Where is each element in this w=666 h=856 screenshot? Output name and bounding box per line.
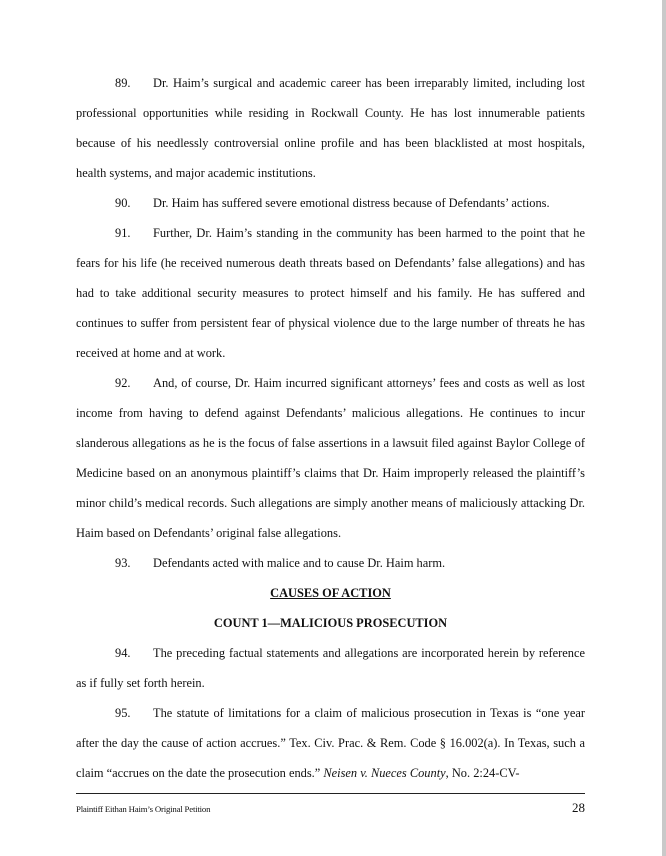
footer-page-number: 28 (572, 800, 585, 815)
paragraph-number: 89. (115, 76, 131, 90)
paragraph-number: 94. (115, 646, 131, 660)
paragraph-95 (76, 698, 585, 788)
paragraph-text: The preceding factual statements and allegations are incorporated herein by reference as if fully set forth herein. (76, 646, 585, 690)
paragraph-number: 95. (115, 706, 131, 720)
paragraph-text: Dr. Haim has suffered severe emotional distress because of Defendants’ actions. (153, 196, 550, 210)
footer-document-title: Plaintiff Eithan Haim’s Original Petition (76, 804, 211, 814)
page-edge-shadow (662, 0, 666, 856)
paragraph-text: Dr. Haim’s surgical and academic career has been irreparably limited, including lost professional opportunities while residing in Rockwall County. He has lost innumerable patients because of his needlessly controversial online profile and has been blacklisted at most hospitals, health systems, and major academic institutions. (76, 76, 585, 180)
paragraph-91 (76, 218, 585, 368)
paragraph-93 (76, 548, 585, 578)
footer-divider (76, 793, 585, 794)
paragraph-text-continued: , No. 2:24-CV- (445, 766, 520, 780)
paragraph-number: 90. (115, 196, 131, 210)
paragraph-text: And, of course, Dr. Haim incurred significant attorneys’ fees and costs as well as lost income from having to defend against Defendants’ malicious allegations. He continues to incur slanderous allegations as he is the focus of false assertions in a lawsuit filed against Baylor College of Medicine based on an anonymous plaintiff’s claims that Dr. Haim improperly released the plaintiff’s minor child’s medical records. Such allegations are simply another means of maliciously attacking Dr. Haim based on Defendants’ original false allegations. (76, 376, 585, 540)
paragraph-90 (76, 188, 585, 218)
paragraph-94 (76, 638, 585, 698)
case-citation: Neisen v. Nueces County (323, 766, 446, 780)
paragraph-89 (76, 68, 585, 188)
section-heading-causes-of-action (76, 578, 585, 608)
paragraph-number: 91. (115, 226, 131, 240)
paragraph-text: Defendants acted with malice and to cause Dr. Haim harm. (153, 556, 446, 570)
paragraph-text: Further, Dr. Haim’s standing in the community has been harmed to the point that he fears for his life (he received numerous death threats based on Defendants’ false allegations) and has had to take additional security measures to protect himself and his family. He has suffered and continues to suffer from persistent fear of physical violence due to the large number of threats he has received at home and at work. (76, 226, 585, 360)
section-heading-count-1 (76, 608, 585, 638)
paragraph-number: 92. (115, 376, 131, 390)
paragraph-text: The statute of limitations for a claim of malicious prosecution in Texas is “one year after the day the cause of action accrues.” Tex. Civ. Prac. & Rem. Code § 16.002(a). In Texas, such a claim “accrues on the date the prosecution ends.” (76, 706, 585, 780)
heading-text: CAUSES OF ACTION (270, 586, 391, 600)
heading-text: COUNT 1—MALICIOUS PROSECUTION (213, 616, 448, 630)
paragraph-number: 93. (115, 556, 131, 570)
paragraph-92 (76, 368, 585, 548)
document-body (76, 68, 585, 788)
